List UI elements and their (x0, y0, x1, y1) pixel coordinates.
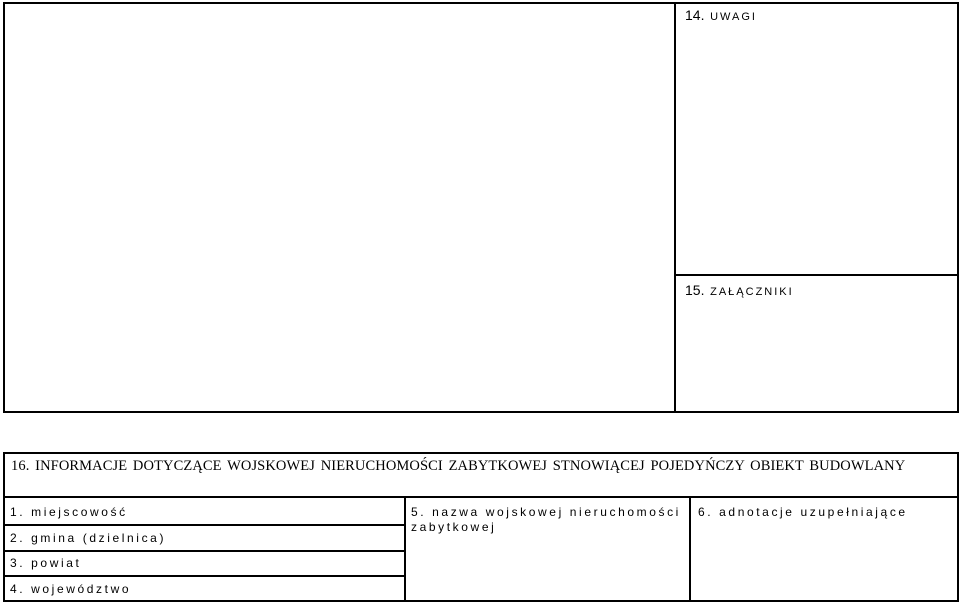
field-powiat[interactable]: 3. powiat (10, 556, 82, 570)
column-divider-1 (404, 496, 406, 602)
section-16-title-divider (3, 496, 959, 498)
row-divider-2 (3, 550, 406, 552)
field-gmina[interactable]: 2. gmina (dzielnica) (10, 531, 167, 545)
column-divider-2 (689, 496, 691, 602)
section-14-number: 14. (685, 7, 705, 23)
field-wojewodztwo[interactable]: 4. województwo (10, 582, 132, 596)
row-divider-3 (3, 575, 406, 577)
row-divider-1 (3, 524, 406, 526)
field-miejscowosc[interactable]: 1. miejscowość (10, 505, 128, 519)
section-14-remarks-box[interactable] (674, 2, 959, 276)
field-nazwa-nieruchomosci[interactable]: 5. nazwa wojskowej nieruchomości zabytkowej (411, 505, 681, 534)
section-14-title: UWAGI (710, 11, 757, 23)
section-15-title: ZAŁĄCZNIKI (710, 286, 794, 298)
section-15-label (685, 282, 794, 298)
section-15-number: 15. (685, 282, 705, 298)
field-adnotacje[interactable]: 6. adnotacje uzupełniające (698, 505, 908, 519)
section-14-label (685, 7, 757, 23)
image-area-box (3, 2, 676, 413)
section-16-title: 16. INFORMACJE DOTYCZĄCE WOJSKOWEJ NIERUCHOMOŚCI ZABYTKOWEJ STNOWIĄCEJ POJEDYŃCZY OBIEKT BUDOWLANY (11, 458, 906, 474)
